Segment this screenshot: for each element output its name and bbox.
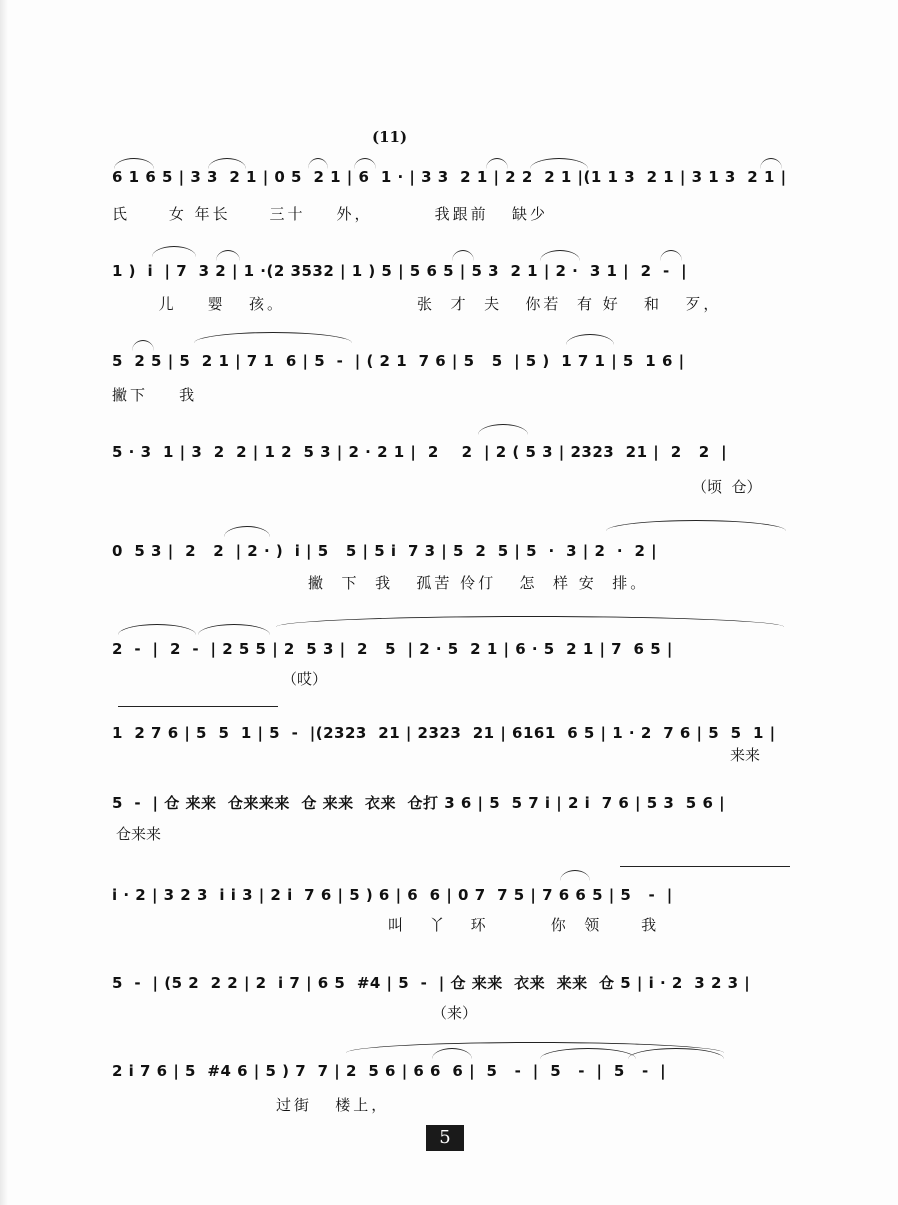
notation-line-11: 2 i 7 6 | 5 #4 6 | 5 ) 7 7 | 2 5 6 | 6 6 6 | 5 - | 5 - | 5 - | [112, 1062, 667, 1080]
scan-edge [0, 0, 8, 1205]
tie-line [118, 706, 278, 707]
slur [276, 616, 784, 627]
slur [560, 870, 590, 881]
notation-line-1: 6 1 6 5 | 3 3 2 1 | 0 5 2 1 | 6 1 · | 3 3 2 1 | 2 2 2 1 |(1 1 3 2 1 | 3 1 3 2 1 | [112, 168, 787, 186]
slur [566, 334, 614, 345]
slur [216, 250, 240, 261]
slur [118, 624, 196, 635]
lyric-line-5: 撇 下 我 孤苦 伶仃 怎 样 安 排。 [308, 574, 649, 592]
notation-line-9: i · 2 | 3 2 3 i i 3 | 2 i 7 6 | 5 ) 6 | 6 6 | 0 7 7 5 | 7 6 6 5 | 5 - | [112, 886, 673, 904]
slur [660, 250, 682, 261]
notation-line-3: 5 2 5 | 5 2 1 | 7 1 6 | 5 - | ( 2 1 7 6 | 5 5 | 5 ) 1 7 1 | 5 1 6 | [112, 352, 685, 370]
interjection-cue: （哎） [282, 670, 328, 688]
notation-line-2: 1 ) i | 7 3 2 | 1 ·(2 3532 | 1 ) 5 | 5 6 5 | 5 3 2 1 | 2 · 3 1 | 2 - | [112, 262, 688, 280]
lyric-line-1: 氏 女 年长 三十 外， 我跟前 缺少 [112, 205, 548, 223]
slur [132, 340, 154, 351]
tie-line [620, 866, 790, 867]
measure-number: (11) [372, 128, 408, 146]
notation-line-5: 0 5 3 | 2 2 | 2 · ) i | 5 5 | 5 i 7 3 | 5 2 5 | 5 · 3 | 2 · 2 | [112, 542, 658, 560]
percussion-cue: 来来 [730, 746, 761, 764]
slur [224, 526, 270, 537]
notation-line-6: 2 - | 2 - | 2 5 5 | 2 5 3 | 2 5 | 2 · 5 2 1 | 6 · 5 2 1 | 7 6 5 | [112, 640, 673, 658]
page-number: 5 [426, 1125, 464, 1151]
slur [198, 624, 270, 635]
notation-line-8: 5 - | 仓 来来 仓来来来 仓 来来 衣来 仓打 3 6 | 5 5 7 i | 2 i 7 6 | 5 3 5 6 | [112, 794, 726, 812]
notation-line-4: 5 · 3 1 | 3 2 2 | 1 2 5 3 | 2 · 2 1 | 2 2 | 2 ( 5 3 | 2323 21 | 2 2 | [112, 443, 728, 461]
notation-line-7: 1 2 7 6 | 5 5 1 | 5 - |(2323 21 | 2323 21 | 6161 6 5 | 1 · 2 7 6 | 5 5 1 | [112, 724, 776, 742]
slur [152, 246, 196, 257]
slur [540, 250, 580, 261]
lyric-line-9: 叫 丫 环 你 领 我 [388, 916, 660, 934]
slur [478, 424, 528, 435]
slur [452, 250, 474, 261]
lyric-line-11: 过街 楼上， [276, 1096, 390, 1114]
lyric-line-2: 儿 婴 孩。 张 才 夫 你若 有 好 和 歹， [112, 295, 722, 313]
notation-line-10: 5 - | (5 2 2 2 | 2 i 7 | 6 5 #4 | 5 - | 仓 来来 衣来 来来 仓 5 | i · 2 3 2 3 | [112, 974, 751, 992]
slur [194, 332, 352, 343]
percussion-cue: 仓来来 [116, 825, 162, 843]
interjection-cue: （来） [432, 1004, 478, 1022]
lyric-line-3: 撇下 我 [112, 386, 198, 404]
slur [606, 520, 786, 531]
percussion-cue: （顷 仓） [692, 478, 762, 496]
